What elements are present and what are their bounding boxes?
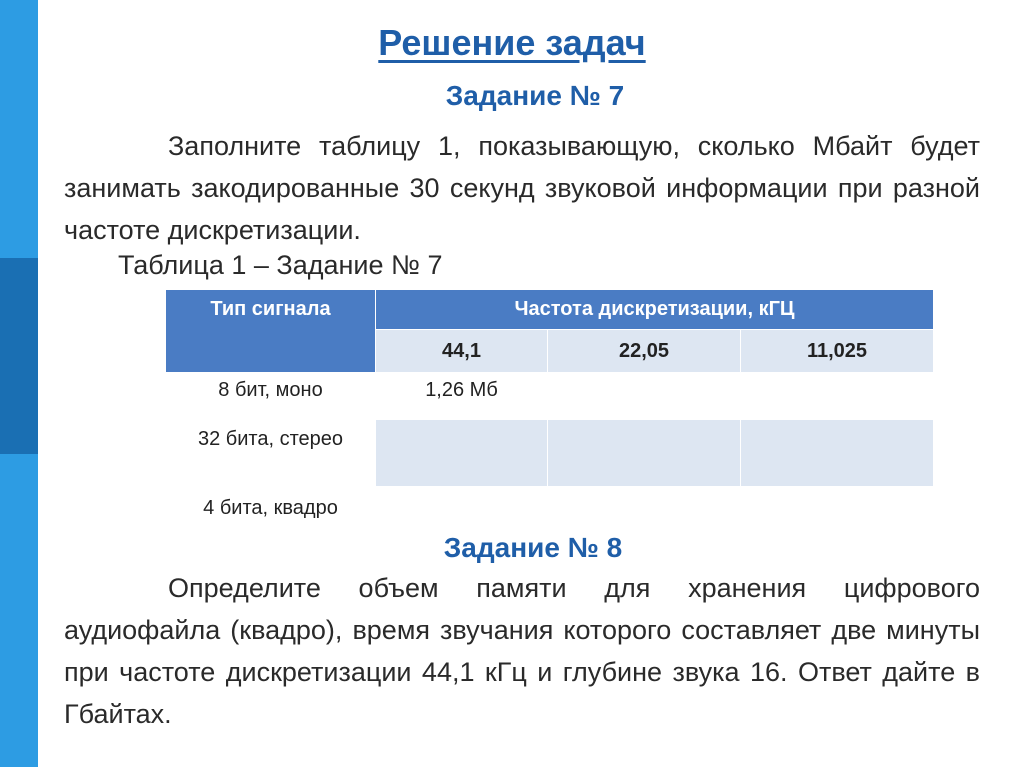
side-bar-segment-bottom: [0, 454, 38, 767]
task7-heading: Задание № 7: [445, 80, 625, 111]
table-cell: [376, 420, 548, 487]
table-cell: [741, 420, 934, 487]
slide-title: Решение задач: [378, 22, 646, 63]
row-label: 32 бита, стерео: [166, 420, 376, 487]
side-accent-bar: [0, 0, 38, 767]
header-signal-type: Тип сигнала: [166, 290, 376, 373]
table-cell: 1,26 Мб: [376, 373, 548, 420]
table-caption: Таблица 1 – Задание № 7: [118, 250, 443, 280]
task7-text: [64, 125, 980, 251]
frequency-cell: 44,1: [376, 330, 548, 373]
frequency-cell: 22,05: [548, 330, 741, 373]
table-row: [166, 373, 934, 420]
header-sampling-frequency: Частота дискретизации, кГЦ: [376, 290, 934, 330]
table-row: [166, 420, 934, 487]
task8-text-body: Определите объем памяти для хранения цифрового аудиофайла (квадро), время звучания которого составляет две минуты при частоте дискретизации 44,1 кГц и глубине звука 16. Ответ дайте в Гбайтах.: [64, 573, 980, 729]
row-label: 4 бита, квадро: [166, 487, 376, 554]
task8-text: [64, 567, 980, 735]
task7-table: [165, 289, 934, 554]
task8-heading: Задание № 8: [443, 532, 623, 563]
table-cell: [548, 373, 741, 420]
table-cell: [741, 373, 934, 420]
row-label: 8 бит, моно: [166, 373, 376, 420]
side-bar-segment-middle: [0, 258, 38, 454]
task7-text-body: Заполните таблицу 1, показывающую, сколько Мбайт будет занимать закодированные 30 секунд звуковой информации при разной частоте дискретизации.: [64, 131, 980, 245]
table-cell: [548, 420, 741, 487]
frequency-cell: 11,025: [741, 330, 934, 373]
